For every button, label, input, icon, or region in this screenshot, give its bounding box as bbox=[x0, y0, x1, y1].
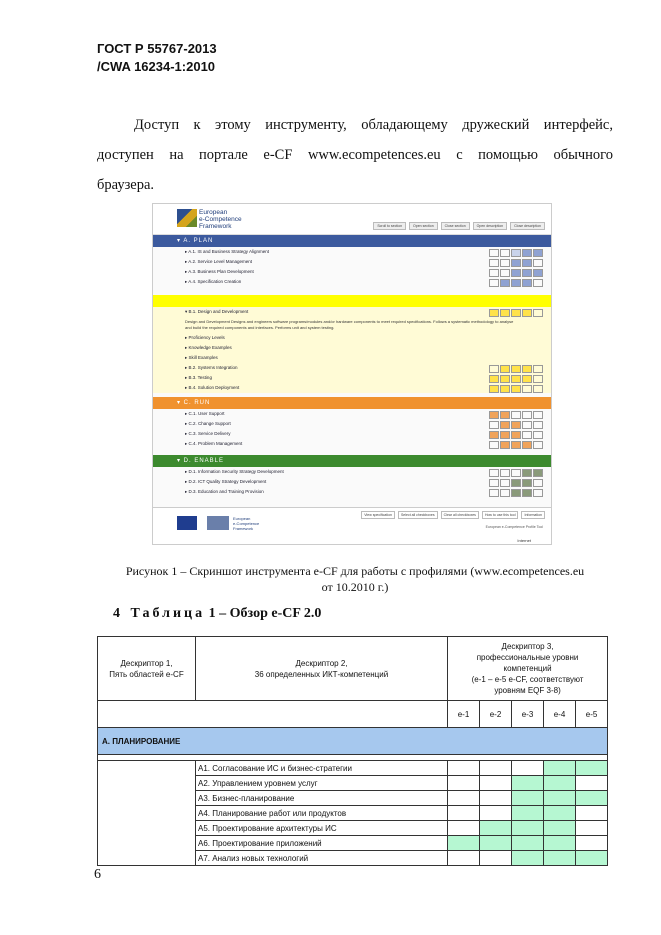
level-cell-e5 bbox=[576, 806, 608, 821]
footer-button[interactable]: View specification bbox=[361, 511, 395, 519]
sub-row[interactable]: ▸ Skill Examples bbox=[153, 353, 551, 363]
footer-logo bbox=[207, 516, 229, 530]
level-cell-e3 bbox=[512, 761, 544, 776]
level-cell-e5 bbox=[576, 821, 608, 836]
level-cell-e1 bbox=[448, 836, 480, 851]
competence-label: А6. Проектирование приложений bbox=[196, 836, 448, 851]
header-line: профессиональные уровни bbox=[476, 653, 579, 662]
header-line: уровням EQF 3-8) bbox=[494, 686, 561, 695]
level-header: е-1 bbox=[448, 701, 480, 728]
brand-line: European bbox=[199, 209, 228, 216]
level-cell-e4 bbox=[544, 836, 576, 851]
brand-line: European bbox=[233, 516, 251, 521]
competence-row[interactable] bbox=[153, 267, 551, 277]
competence-row[interactable] bbox=[153, 467, 551, 477]
level-cell-e3 bbox=[512, 836, 544, 851]
competence-label: А3. Бизнес-планирование bbox=[196, 791, 448, 806]
competence-row[interactable] bbox=[153, 419, 551, 429]
row-label: ▸ D.3. Education and Training Provision bbox=[185, 489, 264, 494]
row-label: ▸ B.4. Solution Deployment bbox=[185, 385, 240, 390]
level-boxes[interactable] bbox=[489, 469, 543, 477]
row-label: ▾ B.1. Design and Development bbox=[185, 309, 249, 314]
row-label: ▸ C.3. Service Delivery bbox=[185, 431, 231, 436]
row-label: ▸ C.4. Problem Management bbox=[185, 441, 243, 446]
section-build[interactable] bbox=[153, 295, 551, 307]
sub-row[interactable]: ▸ Knowledge Examples bbox=[153, 343, 551, 353]
level-cell-e2 bbox=[480, 836, 512, 851]
figure-caption bbox=[97, 563, 613, 595]
section-run[interactable]: ▾ C. RUN bbox=[153, 397, 551, 409]
level-boxes[interactable] bbox=[489, 411, 543, 419]
level-cell-e1 bbox=[448, 806, 480, 821]
competence-row[interactable] bbox=[153, 487, 551, 497]
row-label: ▸ C.2. Change Support bbox=[185, 421, 231, 426]
tool-header bbox=[153, 204, 551, 235]
nav-button[interactable]: Scroll to section bbox=[373, 222, 406, 230]
header-line: компетенций bbox=[503, 664, 552, 673]
row-label: ▸ D.2. ICT Quality Strategy Development bbox=[185, 479, 267, 484]
level-boxes[interactable] bbox=[489, 279, 543, 287]
level-cell-e2 bbox=[480, 761, 512, 776]
table-title bbox=[113, 606, 321, 622]
tool-footer bbox=[153, 507, 551, 544]
row-label: ▸ A.4. Specification Creation bbox=[185, 279, 242, 284]
level-boxes[interactable] bbox=[489, 259, 543, 267]
competence-row[interactable] bbox=[153, 477, 551, 487]
level-cell-e3 bbox=[512, 776, 544, 791]
brand-line: Framework bbox=[233, 526, 254, 531]
level-boxes[interactable] bbox=[489, 421, 543, 429]
level-cell-e1 bbox=[448, 791, 480, 806]
level-cell-e4 bbox=[544, 851, 576, 866]
table-word: Таблица bbox=[130, 606, 206, 621]
header-line: 36 определенных ИКТ-компетенций bbox=[254, 669, 389, 679]
level-cell-e4 bbox=[544, 776, 576, 791]
footer-brand bbox=[233, 516, 259, 531]
level-cell-e2 bbox=[480, 791, 512, 806]
level-cell-e5 bbox=[576, 761, 608, 776]
nav-button[interactable]: Close section bbox=[441, 222, 470, 230]
footer-tool-name: European e-Competence Profile Tool bbox=[485, 525, 543, 529]
row-label: ▸ B.3. Testing bbox=[185, 375, 212, 380]
level-cell-e3 bbox=[512, 791, 544, 806]
competence-row[interactable] bbox=[153, 247, 551, 257]
level-cell-e3 bbox=[512, 806, 544, 821]
area-row: А. ПЛАНИРОВАНИЕ bbox=[98, 728, 608, 755]
row-label: ▸ A.3. Business Plan Development bbox=[185, 269, 254, 274]
level-cell-e5 bbox=[576, 776, 608, 791]
competence-row[interactable] bbox=[153, 307, 551, 317]
competence-row[interactable] bbox=[153, 429, 551, 439]
level-boxes[interactable] bbox=[489, 365, 543, 373]
header-descriptor-2 bbox=[196, 637, 448, 701]
paragraph-line: браузера. bbox=[97, 177, 155, 193]
row-label: ▸ B.2. Systems Integration bbox=[185, 365, 238, 370]
intro-paragraph bbox=[97, 110, 613, 200]
ecf-logo bbox=[177, 209, 197, 227]
level-header: е-2 bbox=[480, 701, 512, 728]
header-descriptor-3 bbox=[448, 637, 608, 701]
competence-label: А2. Управлением уровнем услуг bbox=[196, 776, 448, 791]
footer-button[interactable]: Clear all checkboxes bbox=[441, 511, 479, 519]
level-boxes[interactable] bbox=[489, 309, 543, 317]
brand-line: Framework bbox=[199, 223, 232, 230]
brand-line: e-Competence bbox=[199, 216, 242, 223]
page-number: 6 bbox=[94, 867, 101, 882]
tool-nav bbox=[373, 222, 545, 230]
level-cell-e5 bbox=[576, 791, 608, 806]
caption-line: Рисунок 1 – Скриншот инструмента e-CF для работы с профилями (www.ecompetences.eu bbox=[125, 564, 585, 578]
table-title-rest: 1 – Обзор e-CF 2.0 bbox=[208, 606, 322, 621]
competence-row[interactable] bbox=[153, 409, 551, 419]
level-boxes[interactable] bbox=[489, 269, 543, 277]
nav-button[interactable]: Close description bbox=[510, 222, 545, 230]
spacer bbox=[153, 287, 551, 295]
status-internet: Internet bbox=[517, 538, 531, 543]
header-line: Дескриптор 1, bbox=[120, 658, 173, 668]
level-header: е-5 bbox=[576, 701, 608, 728]
competence-row[interactable] bbox=[153, 363, 551, 373]
competence-label: А4. Планирование работ или продуктов bbox=[196, 806, 448, 821]
level-cell-e4 bbox=[544, 821, 576, 836]
level-cell-e2 bbox=[480, 851, 512, 866]
eu-flag-icon bbox=[177, 516, 197, 530]
area-cell bbox=[98, 761, 196, 866]
level-cell-e1 bbox=[448, 821, 480, 836]
competence-label: А7. Анализ новых технологий bbox=[196, 851, 448, 866]
footer-button[interactable]: How to use this tool bbox=[482, 511, 519, 519]
level-boxes[interactable] bbox=[489, 249, 543, 257]
caption-line: от 10.2010 г.) bbox=[321, 580, 389, 594]
row-label: ▸ A.2. Service Level Management bbox=[185, 259, 253, 264]
level-header: е-4 bbox=[544, 701, 576, 728]
level-boxes[interactable] bbox=[489, 489, 543, 497]
empty-cell bbox=[98, 701, 448, 728]
level-cell-e4 bbox=[544, 791, 576, 806]
level-boxes[interactable] bbox=[489, 375, 543, 383]
header-line: Дескриптор 2, bbox=[295, 658, 348, 668]
document-header bbox=[97, 40, 217, 76]
ecf-tool-screenshot bbox=[152, 203, 552, 545]
paragraph-line: Доступ к этому инструменту, обладающему дружеский интерфейс, bbox=[134, 117, 613, 133]
header-line: Пять областей e-CF bbox=[109, 669, 184, 679]
brand-line: e-Competence bbox=[233, 521, 260, 526]
level-cell-e3 bbox=[512, 821, 544, 836]
level-boxes[interactable] bbox=[489, 441, 543, 449]
header-descriptor-1 bbox=[98, 637, 196, 701]
row-label: ▸ A.1. IS and Business Strategy Alignment bbox=[185, 249, 270, 254]
section-plan[interactable]: ▾ A. PLAN bbox=[153, 235, 551, 247]
level-cell-e1 bbox=[448, 851, 480, 866]
row-label: ▸ D.1. Information Security Strategy Development bbox=[185, 469, 284, 474]
nav-button[interactable]: Open section bbox=[409, 222, 438, 230]
row-label: ▸ C.1. User Support bbox=[185, 411, 225, 416]
level-cell-e1 bbox=[448, 776, 480, 791]
footer-buttons bbox=[361, 511, 545, 519]
section-number: 4 bbox=[113, 606, 120, 621]
competence-label: А1. Согласование ИС и бизнес-стратегии bbox=[196, 761, 448, 776]
level-cell-e1 bbox=[448, 761, 480, 776]
competence-row[interactable] bbox=[153, 257, 551, 267]
level-boxes[interactable] bbox=[489, 431, 543, 439]
level-cell-e5 bbox=[576, 836, 608, 851]
section-enable[interactable]: ▾ D. ENABLE bbox=[153, 455, 551, 467]
level-cell-e4 bbox=[544, 761, 576, 776]
header-line: Дескриптор 3, bbox=[501, 642, 554, 651]
brand-text bbox=[199, 209, 242, 230]
competence-table-row bbox=[98, 761, 608, 776]
level-cell-e5 bbox=[576, 851, 608, 866]
level-cell-e4 bbox=[544, 806, 576, 821]
level-cell-e2 bbox=[480, 821, 512, 836]
competence-row[interactable] bbox=[153, 277, 551, 287]
competence-label: А5. Проектирование архитектуры ИС bbox=[196, 821, 448, 836]
competence-row[interactable] bbox=[153, 439, 551, 449]
cwa-code: /CWA 16234-1:2010 bbox=[97, 59, 216, 74]
overview-table bbox=[97, 636, 608, 866]
paragraph-line: доступен на портале e-CF www.ecompetences.eu с помощью обычного bbox=[97, 147, 613, 163]
nav-button[interactable]: Open description bbox=[473, 222, 507, 230]
competence-description: Design and Development Designs and engineers software programs/modules and/or hardware components to meet required specifications. Follows a systematic methodology to analyse and build the required components and interfaces. Performs unit and system testing. bbox=[153, 317, 551, 333]
sub-row[interactable]: ▸ Proficiency Levels bbox=[153, 333, 551, 343]
footer-button[interactable]: Information bbox=[521, 511, 545, 519]
level-boxes[interactable] bbox=[489, 479, 543, 487]
level-boxes[interactable] bbox=[489, 385, 543, 393]
standard-code: ГОСТ Р 55767-2013 bbox=[97, 41, 217, 56]
level-cell-e2 bbox=[480, 776, 512, 791]
competence-row[interactable] bbox=[153, 383, 551, 393]
header-line: (е-1 – е-5 e-CF, соответствуют bbox=[471, 675, 584, 684]
level-header: е-3 bbox=[512, 701, 544, 728]
level-cell-e2 bbox=[480, 806, 512, 821]
level-cell-e3 bbox=[512, 851, 544, 866]
footer-button[interactable]: Select all checkboxes bbox=[398, 511, 438, 519]
competence-row[interactable] bbox=[153, 373, 551, 383]
